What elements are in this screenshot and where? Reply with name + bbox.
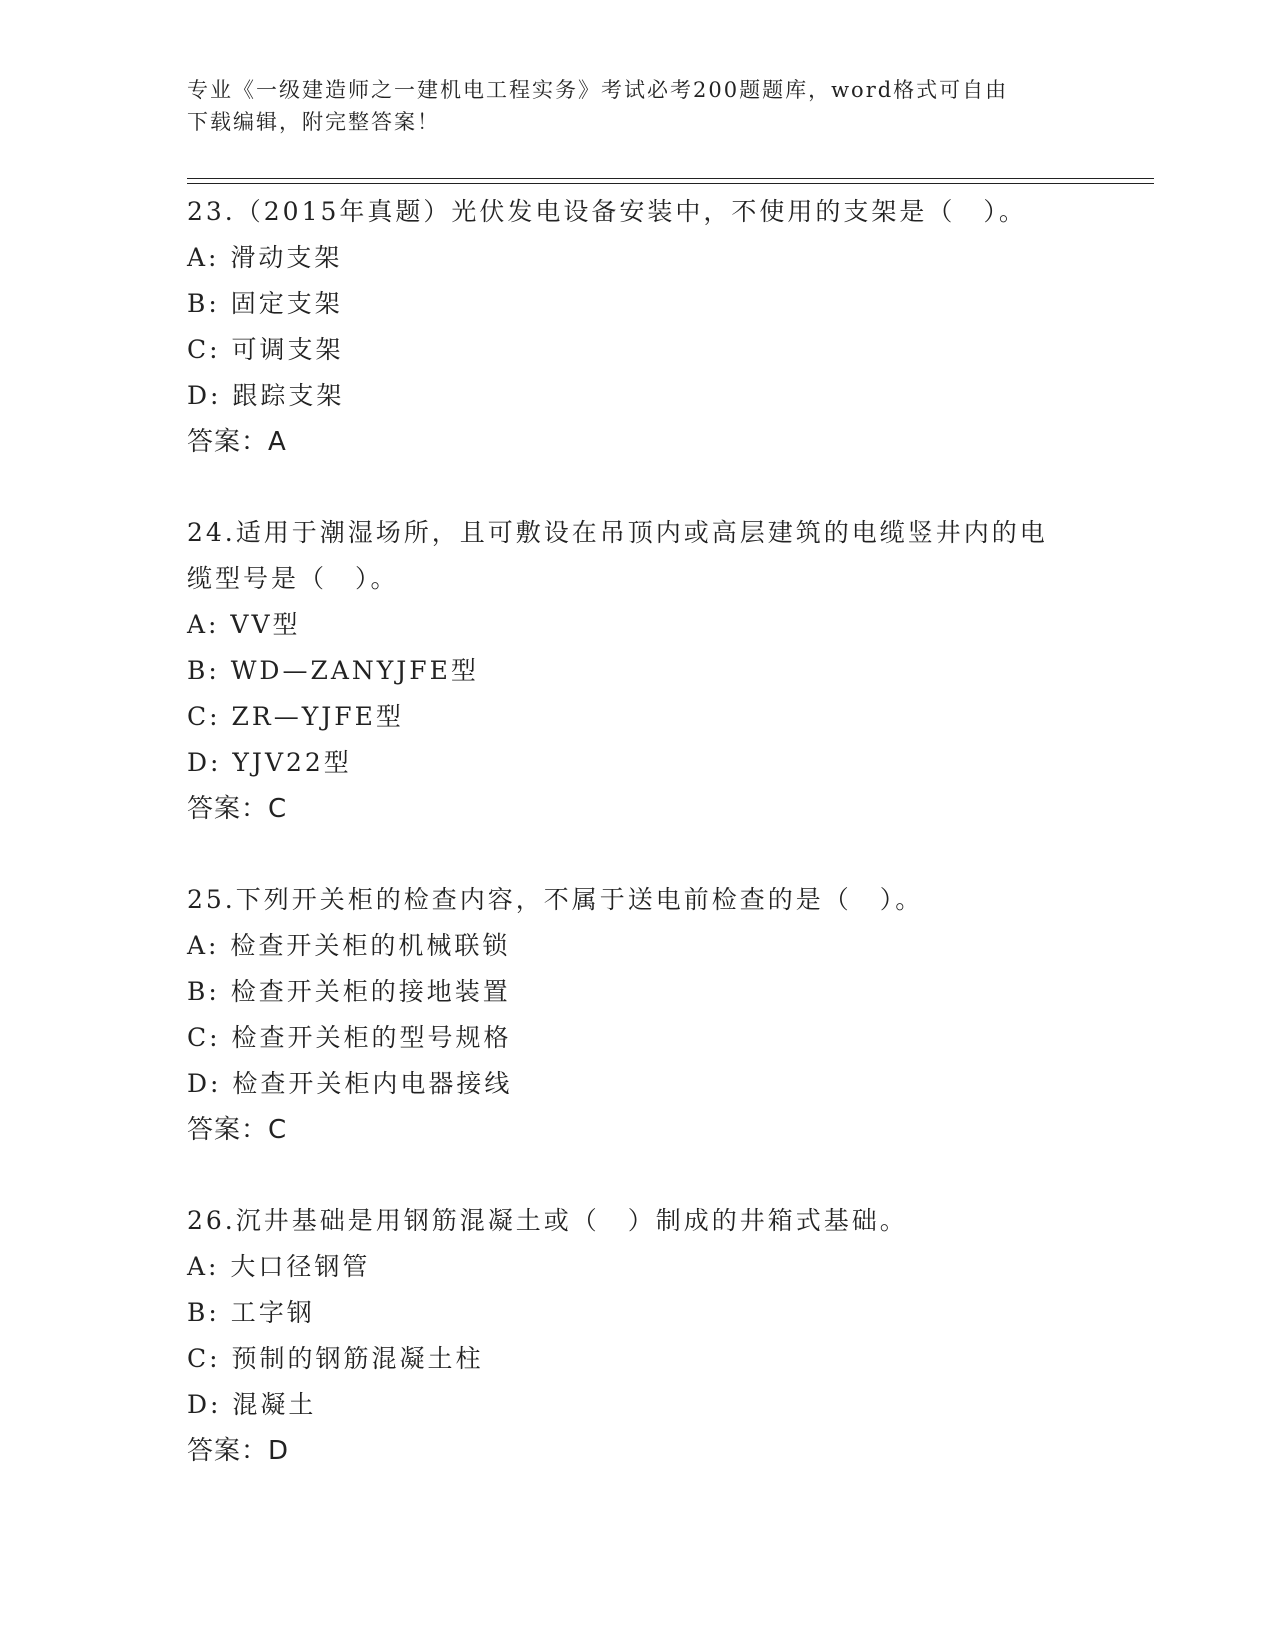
header-divider-top [187, 178, 1154, 179]
option-b: B: 固定支架 [187, 289, 343, 318]
header-divider-bottom [187, 183, 1154, 184]
question-stem: 24.适用于潮湿场所，且可敷设在吊顶内或高层建筑的电缆竖井内的电 [187, 518, 1048, 547]
question-25 [187, 877, 1087, 1153]
option-c: C: ZR—YJFE型 [187, 702, 404, 731]
header-line: 下载编辑，附完整答案！ [187, 110, 440, 134]
document-header [187, 74, 1067, 138]
option-d: D: 跟踪支架 [187, 381, 345, 410]
option-b: B: WD—ZANYJFE型 [187, 656, 479, 685]
option-a: A: VV型 [187, 610, 301, 639]
option-c: C: 可调支架 [187, 335, 344, 364]
option-a: A: 大口径钢管 [187, 1252, 371, 1281]
question-23 [187, 189, 1087, 465]
question-stem: 26.沉井基础是用钢筋混凝土或（ ）制成的井箱式基础。 [187, 1206, 908, 1235]
question-stem-continued: 缆型号是（ ）。 [187, 564, 399, 593]
option-d: D: 检查开关柜内电器接线 [187, 1069, 513, 1098]
option-b: B: 工字钢 [187, 1298, 315, 1327]
option-d: D: YJV22型 [187, 748, 352, 777]
question-list [187, 189, 1087, 1519]
question-26 [187, 1198, 1087, 1474]
option-a: A: 滑动支架 [187, 243, 343, 272]
answer-label: 答案：D [187, 1436, 290, 1466]
answer-label: 答案：C [187, 1115, 288, 1145]
question-stem: 23.（2015年真题）光伏发电设备安装中，不使用的支架是（ ）。 [187, 197, 1027, 226]
question-24 [187, 510, 1087, 832]
option-d: D: 混凝土 [187, 1390, 317, 1419]
answer-label: 答案：C [187, 794, 288, 824]
option-b: B: 检查开关柜的接地装置 [187, 977, 511, 1006]
option-c: C: 检查开关柜的型号规格 [187, 1023, 512, 1052]
answer-label: 答案：A [187, 427, 287, 457]
question-stem: 25.下列开关柜的检查内容，不属于送电前检查的是（ ）。 [187, 885, 924, 914]
header-line: 专业《一级建造师之一建机电工程实务》考试必考200题题库，word格式可自由 [187, 78, 1009, 102]
option-a: A: 检查开关柜的机械联锁 [187, 931, 511, 960]
option-c: C: 预制的钢筋混凝土柱 [187, 1344, 484, 1373]
